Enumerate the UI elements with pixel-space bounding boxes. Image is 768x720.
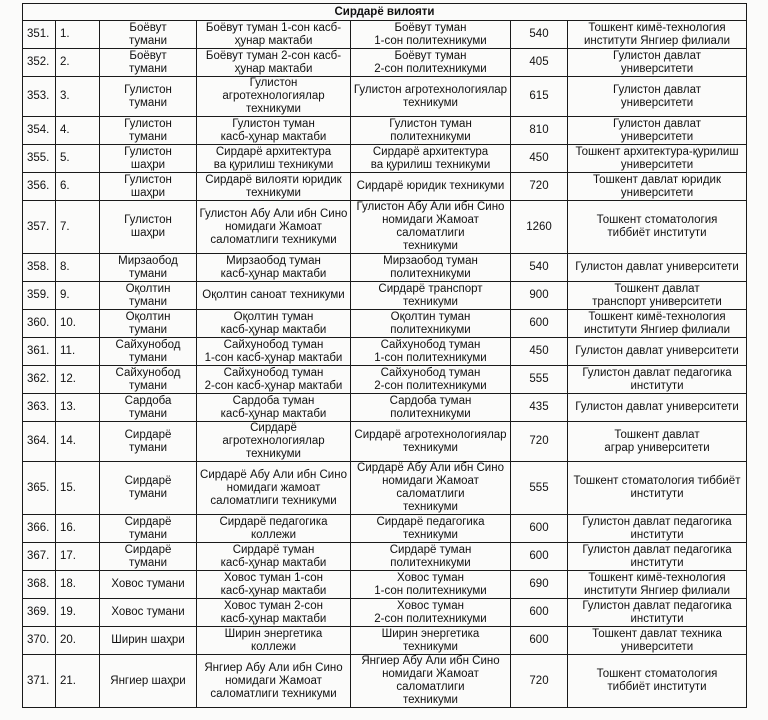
district-cell: Боёвут тумани — [100, 21, 197, 49]
target-institution-cell: Гулистон агротехнологиялар техникуми — [351, 77, 511, 117]
row-number: 353. — [23, 77, 56, 117]
row-number: 352. — [23, 49, 56, 77]
university-cell: Тошкент давлат транспорт университети — [568, 282, 747, 310]
district-cell: Сардоба тумани — [100, 394, 197, 422]
district-cell: Сирдарё тумани — [100, 462, 197, 515]
table-row — [23, 310, 747, 338]
target-institution-cell: Боёвут туман 1-сон политехникуми — [351, 21, 511, 49]
source-institution-cell: Сардоба туман касб-ҳунар мактаби — [197, 394, 351, 422]
target-institution-cell: Сайхунобод туман 1-сон политехникуми — [351, 338, 511, 366]
table-row — [23, 627, 747, 655]
university-cell: Тошкент кимё-технология институти Янгиер филиали — [568, 21, 747, 49]
source-institution-cell: Гулистон Абу Али ибн Сино номидаги Жамоат саломатлиги техникуми — [197, 201, 351, 254]
district-cell: Ховос тумани — [100, 571, 197, 599]
target-institution-cell: Ховос туман 2-сон политехникуми — [351, 599, 511, 627]
source-institution-cell: Янгиер Абу Али ибн Сино номидаги Жамоат саломатлиги техникуми — [197, 655, 351, 708]
target-institution-cell: Сайхунобод туман 2-сон политехникуми — [351, 366, 511, 394]
table-row — [23, 77, 747, 117]
row-index: 19. — [56, 599, 100, 627]
source-institution-cell: Боёвут туман 2-сон касб- ҳунар мактаби — [197, 49, 351, 77]
source-institution-cell: Оқолтин саноат техникуми — [197, 282, 351, 310]
table-row — [23, 282, 747, 310]
district-cell: Ховос тумани — [100, 599, 197, 627]
row-number: 363. — [23, 394, 56, 422]
row-number: 364. — [23, 422, 56, 462]
district-cell: Гулистон шаҳри — [100, 201, 197, 254]
source-institution-cell: Сирдарё педагогика коллежи — [197, 515, 351, 543]
table-row — [23, 599, 747, 627]
district-cell: Гулистон тумани — [100, 77, 197, 117]
table-row — [23, 462, 747, 515]
count-cell: 810 — [511, 117, 568, 145]
district-cell: Сайхунобод тумани — [100, 338, 197, 366]
institutions-table — [22, 3, 747, 708]
source-institution-cell: Ширин энергетика коллежи — [197, 627, 351, 655]
row-number: 359. — [23, 282, 56, 310]
count-cell: 600 — [511, 599, 568, 627]
table-row — [23, 201, 747, 254]
count-cell: 720 — [511, 422, 568, 462]
target-institution-cell: Оқолтин туман политехникуми — [351, 310, 511, 338]
row-index: 21. — [56, 655, 100, 708]
district-cell: Боёвут тумани — [100, 49, 197, 77]
row-number: 351. — [23, 21, 56, 49]
university-cell: Тошкент давлат техника университети — [568, 627, 747, 655]
table-row — [23, 49, 747, 77]
university-cell: Гулистон давлат университети — [568, 77, 747, 117]
target-institution-cell: Мирзаобод туман политехникуми — [351, 254, 511, 282]
row-index: 18. — [56, 571, 100, 599]
row-index: 7. — [56, 201, 100, 254]
row-index: 2. — [56, 49, 100, 77]
university-cell: Гулистон давлат педагогика институти — [568, 515, 747, 543]
university-cell: Гулистон давлат университети — [568, 338, 747, 366]
source-institution-cell: Сайхунобод туман 1-сон касб-ҳунар мактаби — [197, 338, 351, 366]
row-number: 361. — [23, 338, 56, 366]
source-institution-cell: Ховос туман 2-сон касб-ҳунар мактаби — [197, 599, 351, 627]
row-index: 11. — [56, 338, 100, 366]
row-number: 370. — [23, 627, 56, 655]
table-row — [23, 338, 747, 366]
table-row — [23, 422, 747, 462]
row-index: 10. — [56, 310, 100, 338]
count-cell: 690 — [511, 571, 568, 599]
university-cell: Гулистон давлат университети — [568, 117, 747, 145]
row-number: 357. — [23, 201, 56, 254]
university-cell: Гулистон давлат университети — [568, 49, 747, 77]
table-row — [23, 145, 747, 173]
row-index: 15. — [56, 462, 100, 515]
district-cell: Оқолтин тумани — [100, 310, 197, 338]
district-cell: Сирдарё тумани — [100, 543, 197, 571]
count-cell: 555 — [511, 462, 568, 515]
row-index: 6. — [56, 173, 100, 201]
target-institution-cell: Сирдарё Абу Али ибн Сино номидаги Жамоат саломатлиги техникуми — [351, 462, 511, 515]
source-institution-cell: Сирдарё Абу Али ибн Сино номидаги жамоат саломатлиги техникуми — [197, 462, 351, 515]
table-row — [23, 571, 747, 599]
district-cell: Янгиер шаҳри — [100, 655, 197, 708]
row-number: 369. — [23, 599, 56, 627]
row-index: 13. — [56, 394, 100, 422]
district-cell: Гулистон шаҳри — [100, 173, 197, 201]
table-row — [23, 515, 747, 543]
count-cell: 555 — [511, 366, 568, 394]
university-cell: Гулистон давлат педагогика институти — [568, 366, 747, 394]
row-index: 16. — [56, 515, 100, 543]
university-cell: Тошкент давлат юридик университети — [568, 173, 747, 201]
source-institution-cell: Гулистон туман касб-ҳунар мактаби — [197, 117, 351, 145]
region-header-row — [23, 4, 747, 21]
target-institution-cell: Сирдарё транспорт техникуми — [351, 282, 511, 310]
table-row — [23, 366, 747, 394]
row-index: 4. — [56, 117, 100, 145]
source-institution-cell: Боёвут туман 1-сон касб- ҳунар мактаби — [197, 21, 351, 49]
table-row — [23, 173, 747, 201]
row-number: 355. — [23, 145, 56, 173]
university-cell: Тошкент стоматология тиббиёт институти — [568, 201, 747, 254]
count-cell: 600 — [511, 515, 568, 543]
university-cell: Гулистон давлат педагогика институти — [568, 543, 747, 571]
target-institution-cell: Сирдарё архитектура ва қурилиш техникуми — [351, 145, 511, 173]
row-number: 362. — [23, 366, 56, 394]
university-cell: Гулистон давлат университети — [568, 254, 747, 282]
count-cell: 615 — [511, 77, 568, 117]
source-institution-cell: Ховос туман 1-сон касб-ҳунар мактаби — [197, 571, 351, 599]
target-institution-cell: Гулистон туман политехникуми — [351, 117, 511, 145]
target-institution-cell: Боёвут туман 2-сон политехникуми — [351, 49, 511, 77]
row-index: 9. — [56, 282, 100, 310]
district-cell: Оқолтин тумани — [100, 282, 197, 310]
source-institution-cell: Сирдарё архитектура ва қурилиш техникуми — [197, 145, 351, 173]
count-cell: 720 — [511, 173, 568, 201]
target-institution-cell: Янгиер Абу Али ибн Сино номидаги Жамоат саломатлиги техникуми — [351, 655, 511, 708]
target-institution-cell: Ширин энергетика техникуми — [351, 627, 511, 655]
target-institution-cell: Сирдарё юридик техникуми — [351, 173, 511, 201]
district-cell: Гулистон тумани — [100, 117, 197, 145]
table-row — [23, 655, 747, 708]
row-number: 358. — [23, 254, 56, 282]
row-number: 365. — [23, 462, 56, 515]
row-index: 12. — [56, 366, 100, 394]
row-number: 371. — [23, 655, 56, 708]
row-number: 366. — [23, 515, 56, 543]
row-index: 14. — [56, 422, 100, 462]
table-row — [23, 543, 747, 571]
university-cell: Тошкент стоматология тиббиёт институти — [568, 462, 747, 515]
source-institution-cell: Оқолтин туман касб-ҳунар мактаби — [197, 310, 351, 338]
count-cell: 600 — [511, 627, 568, 655]
row-number: 356. — [23, 173, 56, 201]
source-institution-cell: Мирзаобод туман касб-ҳунар мактаби — [197, 254, 351, 282]
count-cell: 435 — [511, 394, 568, 422]
district-cell: Сирдарё тумани — [100, 515, 197, 543]
source-institution-cell: Сирдарё агротехнологиялар техникуми — [197, 422, 351, 462]
university-cell: Гулистон давлат педагогика институти — [568, 599, 747, 627]
district-cell: Сайхунобод тумани — [100, 366, 197, 394]
source-institution-cell: Сирдарё туман касб-ҳунар мактаби — [197, 543, 351, 571]
district-cell: Сирдарё тумани — [100, 422, 197, 462]
target-institution-cell: Сардоба туман политехникуми — [351, 394, 511, 422]
source-institution-cell: Гулистон агротехнологиялар техникуми — [197, 77, 351, 117]
target-institution-cell: Сирдарё агротехнологиялар техникуми — [351, 422, 511, 462]
count-cell: 720 — [511, 655, 568, 708]
target-institution-cell: Сирдарё туман политехникуми — [351, 543, 511, 571]
count-cell: 540 — [511, 254, 568, 282]
row-index: 8. — [56, 254, 100, 282]
source-institution-cell: Сайхунобод туман 2-сон касб-ҳунар мактаби — [197, 366, 351, 394]
row-index: 17. — [56, 543, 100, 571]
target-institution-cell: Гулистон Абу Али ибн Сино номидаги Жамоат саломатлиги техникуми — [351, 201, 511, 254]
university-cell: Тошкент кимё-технология институти Янгиер филиали — [568, 571, 747, 599]
row-index: 3. — [56, 77, 100, 117]
count-cell: 600 — [511, 543, 568, 571]
table-row — [23, 117, 747, 145]
target-institution-cell: Сирдарё педагогика техникуми — [351, 515, 511, 543]
district-cell: Ширин шаҳри — [100, 627, 197, 655]
university-cell: Тошкент давлат аграр университети — [568, 422, 747, 462]
count-cell: 405 — [511, 49, 568, 77]
count-cell: 900 — [511, 282, 568, 310]
row-number: 354. — [23, 117, 56, 145]
row-number: 368. — [23, 571, 56, 599]
count-cell: 600 — [511, 310, 568, 338]
university-cell: Тошкент кимё-технология институти Янгиер филиали — [568, 310, 747, 338]
row-index: 20. — [56, 627, 100, 655]
university-cell: Тошкент архитектура-қурилиш университети — [568, 145, 747, 173]
table-row — [23, 254, 747, 282]
region-title: Сирдарё вилояти — [23, 4, 747, 21]
row-number: 367. — [23, 543, 56, 571]
district-cell: Мирзаобод тумани — [100, 254, 197, 282]
table-row — [23, 394, 747, 422]
row-index: 5. — [56, 145, 100, 173]
source-institution-cell: Сирдарё вилояти юридик техникуми — [197, 173, 351, 201]
count-cell: 540 — [511, 21, 568, 49]
district-cell: Гулистон шаҳри — [100, 145, 197, 173]
target-institution-cell: Ховос туман 1-сон политехникуми — [351, 571, 511, 599]
university-cell: Гулистон давлат университети — [568, 394, 747, 422]
count-cell: 450 — [511, 145, 568, 173]
row-number: 360. — [23, 310, 56, 338]
count-cell: 1260 — [511, 201, 568, 254]
row-index: 1. — [56, 21, 100, 49]
table-row — [23, 21, 747, 49]
university-cell: Тошкент стоматология тиббиёт институти — [568, 655, 747, 708]
count-cell: 450 — [511, 338, 568, 366]
